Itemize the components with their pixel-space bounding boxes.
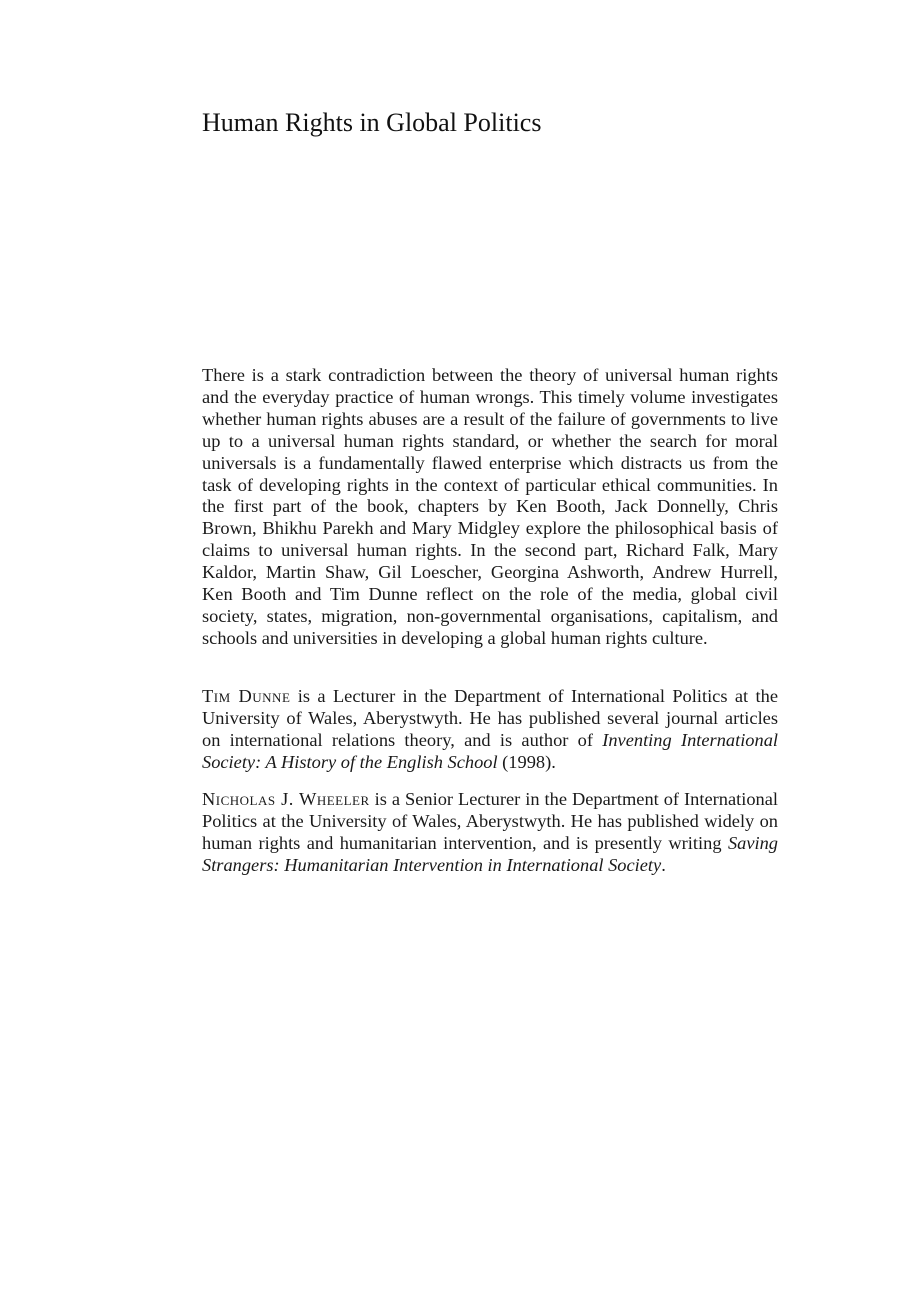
book-title: Human Rights in Global Politics — [202, 108, 542, 137]
bio-paragraph — [202, 686, 778, 774]
book-blurb — [202, 365, 778, 650]
bio-paragraph — [202, 789, 778, 877]
blurb-paragraph: There is a stark contradiction between the theory of universal human rights and the everyday practice of human wrongs. This timely volume investigates whether human rights abuses are a result of the failure of governments to live up to a universal human rights standard, or whether the search for moral universals is a fundamentally flawed enterprise which distracts us from the task of developing rights in the context of particular ethical communities. In the first part of the book, chapters by Ken Booth, Jack Donnelly, Chris Brown, Bhikhu Parekh and Mary Midgley explore the philosophical basis of claims to universal human rights. In the second part, Richard Falk, Mary Kaldor, Martin Shaw, Gil Loescher, Georgina Ashworth, Andrew Hurrell, Ken Booth and Tim Dunne reflect on the role of the media, global civil society, states, migration, non-governmental organisations, capitalism, and schools and universities in developing a global human rights culture. — [202, 365, 778, 648]
bio-text: is a Senior Lecturer in the Department of International Politics at the University of Wales, Aberystwyth. He has published widely on human rights and humanitarian intervention, and is presently writing — [202, 789, 778, 853]
editor-name: Nicholas J. Wheeler — [202, 789, 370, 809]
book-reference-title: Saving Strangers: Humanitarian Intervention in International Society — [202, 832, 778, 875]
book-reference-title: Inventing International Society: A History of the English School — [202, 729, 778, 772]
editor-name: Tim Dunne — [202, 686, 291, 706]
bio-text-end: . — [661, 854, 666, 875]
bio-text-end: (1998). — [497, 751, 556, 772]
bio-text: is a Lecturer in the Department of International Politics at the University of Wales, Aberystwyth. He has published several journal articles on international relations theory, and is author of — [202, 686, 778, 750]
editor-bio-dunne — [202, 686, 778, 774]
editor-bio-wheeler — [202, 789, 778, 877]
